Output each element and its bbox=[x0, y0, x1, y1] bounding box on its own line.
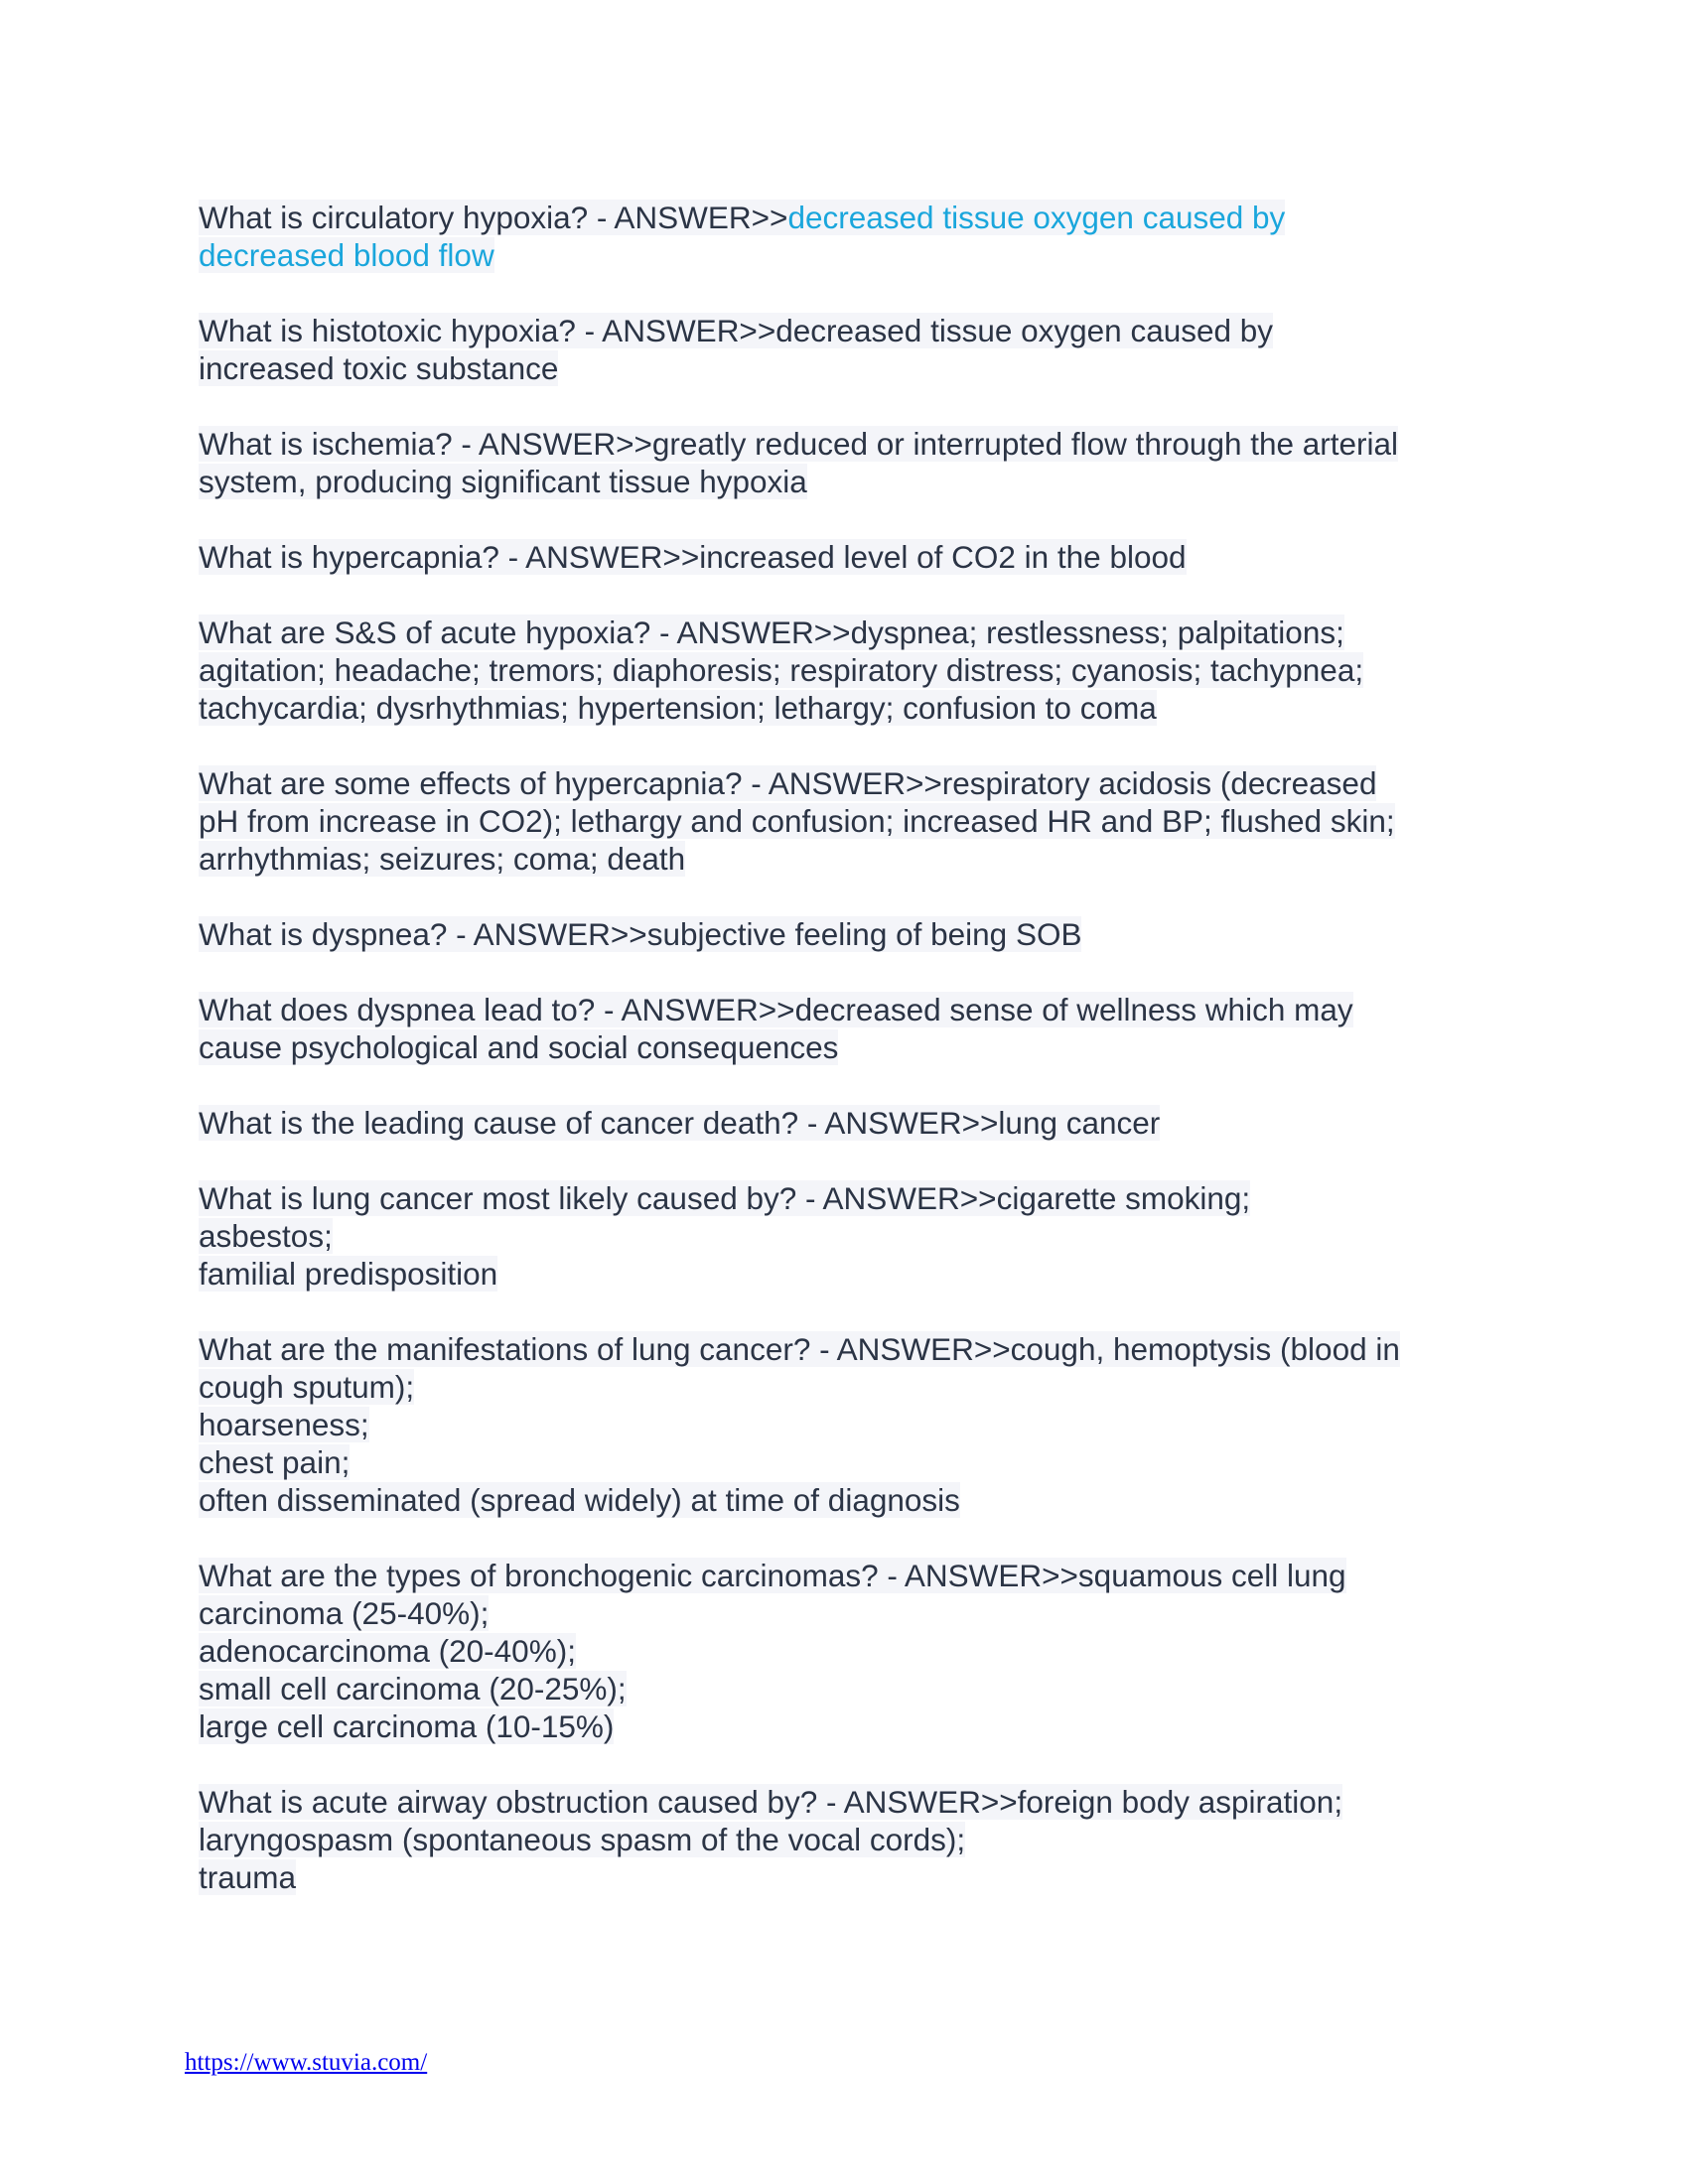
qa-text: increased toxic substance bbox=[199, 350, 559, 386]
qa-line bbox=[199, 538, 1489, 576]
qa-item bbox=[199, 764, 1489, 878]
qa-text: What are S&S of acute hypoxia? - ANSWER>>dyspnea; restlessness; palpitations; bbox=[199, 614, 1344, 650]
qa-item bbox=[199, 1557, 1489, 1745]
qa-item bbox=[199, 312, 1489, 387]
qa-line bbox=[199, 1330, 1489, 1368]
qa-text: cough sputum); bbox=[199, 1369, 415, 1405]
qa-line bbox=[199, 425, 1489, 463]
qa-text: system, producing significant tissue hypoxia bbox=[199, 464, 807, 499]
qa-text: often disseminated (spread widely) at time of diagnosis bbox=[199, 1482, 960, 1518]
qa-text: What is lung cancer most likely caused by? - ANSWER>>cigarette smoking; bbox=[199, 1180, 1251, 1216]
qa-text: pH from increase in CO2); lethargy and confusion; increased HR and BP; flushed skin; bbox=[199, 803, 1395, 839]
qa-text: What are the types of bronchogenic carcinomas? - ANSWER>>squamous cell lung bbox=[199, 1558, 1346, 1593]
qa-text: What does dyspnea lead to? - ANSWER>>decreased sense of wellness which may bbox=[199, 992, 1353, 1027]
qa-line bbox=[199, 1179, 1489, 1217]
qa-line bbox=[199, 1104, 1489, 1142]
qa-text: What is dyspnea? - ANSWER>>subjective feeling of being SOB bbox=[199, 916, 1082, 952]
qa-item bbox=[199, 1330, 1489, 1519]
qa-line bbox=[199, 1368, 1489, 1406]
qa-text: agitation; headache; tremors; diaphoresis; respiratory distress; cyanosis; tachypnea; bbox=[199, 652, 1364, 688]
qa-line bbox=[199, 1821, 1489, 1858]
qa-text: large cell carcinoma (10-15%) bbox=[199, 1708, 615, 1744]
answer-text-accent: decreased blood flow bbox=[199, 237, 494, 273]
qa-text: adenocarcinoma (20-40%); bbox=[199, 1633, 576, 1669]
qa-line bbox=[199, 1028, 1489, 1066]
qa-item bbox=[199, 991, 1489, 1066]
qa-text: What is the leading cause of cancer death? - ANSWER>>lung cancer bbox=[199, 1105, 1161, 1141]
qa-text: arrhythmias; seizures; coma; death bbox=[199, 841, 686, 877]
qa-text: What is histotoxic hypoxia? - ANSWER>>decreased tissue oxygen caused by bbox=[199, 313, 1274, 348]
qa-line bbox=[199, 1632, 1489, 1670]
qa-line bbox=[199, 1255, 1489, 1293]
qa-text: What is circulatory hypoxia? - ANSWER>> bbox=[199, 200, 788, 235]
qa-item bbox=[199, 915, 1489, 953]
qa-text: asbestos; bbox=[199, 1218, 333, 1254]
qa-line bbox=[199, 236, 1489, 274]
qa-line bbox=[199, 614, 1489, 651]
qa-text: cause psychological and social consequences bbox=[199, 1029, 839, 1065]
qa-text: tachycardia; dysrhythmias; hypertension; lethargy; confusion to coma bbox=[199, 690, 1157, 726]
qa-item bbox=[199, 538, 1489, 576]
qa-line bbox=[199, 1557, 1489, 1594]
qa-text: laryngospasm (spontaneous spasm of the vocal cords); bbox=[199, 1822, 966, 1857]
qa-item bbox=[199, 425, 1489, 500]
qa-item bbox=[199, 199, 1489, 274]
qa-text: familial predisposition bbox=[199, 1256, 498, 1292]
qa-text: What is ischemia? - ANSWER>>greatly reduced or interrupted flow through the arterial bbox=[199, 426, 1399, 462]
qa-item bbox=[199, 614, 1489, 727]
qa-text: What are the manifestations of lung cancer? - ANSWER>>cough, hemoptysis (blood in bbox=[199, 1331, 1400, 1367]
qa-line bbox=[199, 463, 1489, 500]
qa-text: What are some effects of hypercapnia? - ANSWER>>respiratory acidosis (decreased bbox=[199, 765, 1377, 801]
qa-text: carcinoma (25-40%); bbox=[199, 1595, 490, 1631]
qa-line bbox=[199, 764, 1489, 802]
qa-line bbox=[199, 1217, 1489, 1255]
qa-line bbox=[199, 1443, 1489, 1481]
qa-line bbox=[199, 349, 1489, 387]
qa-line bbox=[199, 1670, 1489, 1707]
qa-line bbox=[199, 915, 1489, 953]
qa-line bbox=[199, 1594, 1489, 1632]
qa-text: trauma bbox=[199, 1859, 297, 1895]
qa-line bbox=[199, 199, 1489, 236]
qa-text: chest pain; bbox=[199, 1444, 351, 1480]
qa-line bbox=[199, 840, 1489, 878]
qa-item bbox=[199, 1179, 1489, 1293]
qa-text: What is acute airway obstruction caused by? - ANSWER>>foreign body aspiration; bbox=[199, 1784, 1343, 1820]
qa-item bbox=[199, 1104, 1489, 1142]
footer-stuvia-link[interactable]: https://www.stuvia.com/ bbox=[185, 2049, 428, 2076]
qa-text: hoarseness; bbox=[199, 1407, 369, 1442]
qa-line bbox=[199, 1707, 1489, 1745]
qa-line bbox=[199, 1406, 1489, 1443]
qa-text: small cell carcinoma (20-25%); bbox=[199, 1671, 627, 1706]
qa-list bbox=[199, 199, 1489, 1934]
qa-line bbox=[199, 1481, 1489, 1519]
qa-item bbox=[199, 1783, 1489, 1896]
qa-line bbox=[199, 802, 1489, 840]
answer-text-accent: decreased tissue oxygen caused by bbox=[787, 200, 1286, 235]
qa-text: What is hypercapnia? - ANSWER>>increased level of CO2 in the blood bbox=[199, 539, 1187, 575]
qa-line bbox=[199, 991, 1489, 1028]
qa-line bbox=[199, 1783, 1489, 1821]
qa-line bbox=[199, 312, 1489, 349]
qa-line bbox=[199, 651, 1489, 689]
qa-line bbox=[199, 1858, 1489, 1896]
qa-line bbox=[199, 689, 1489, 727]
